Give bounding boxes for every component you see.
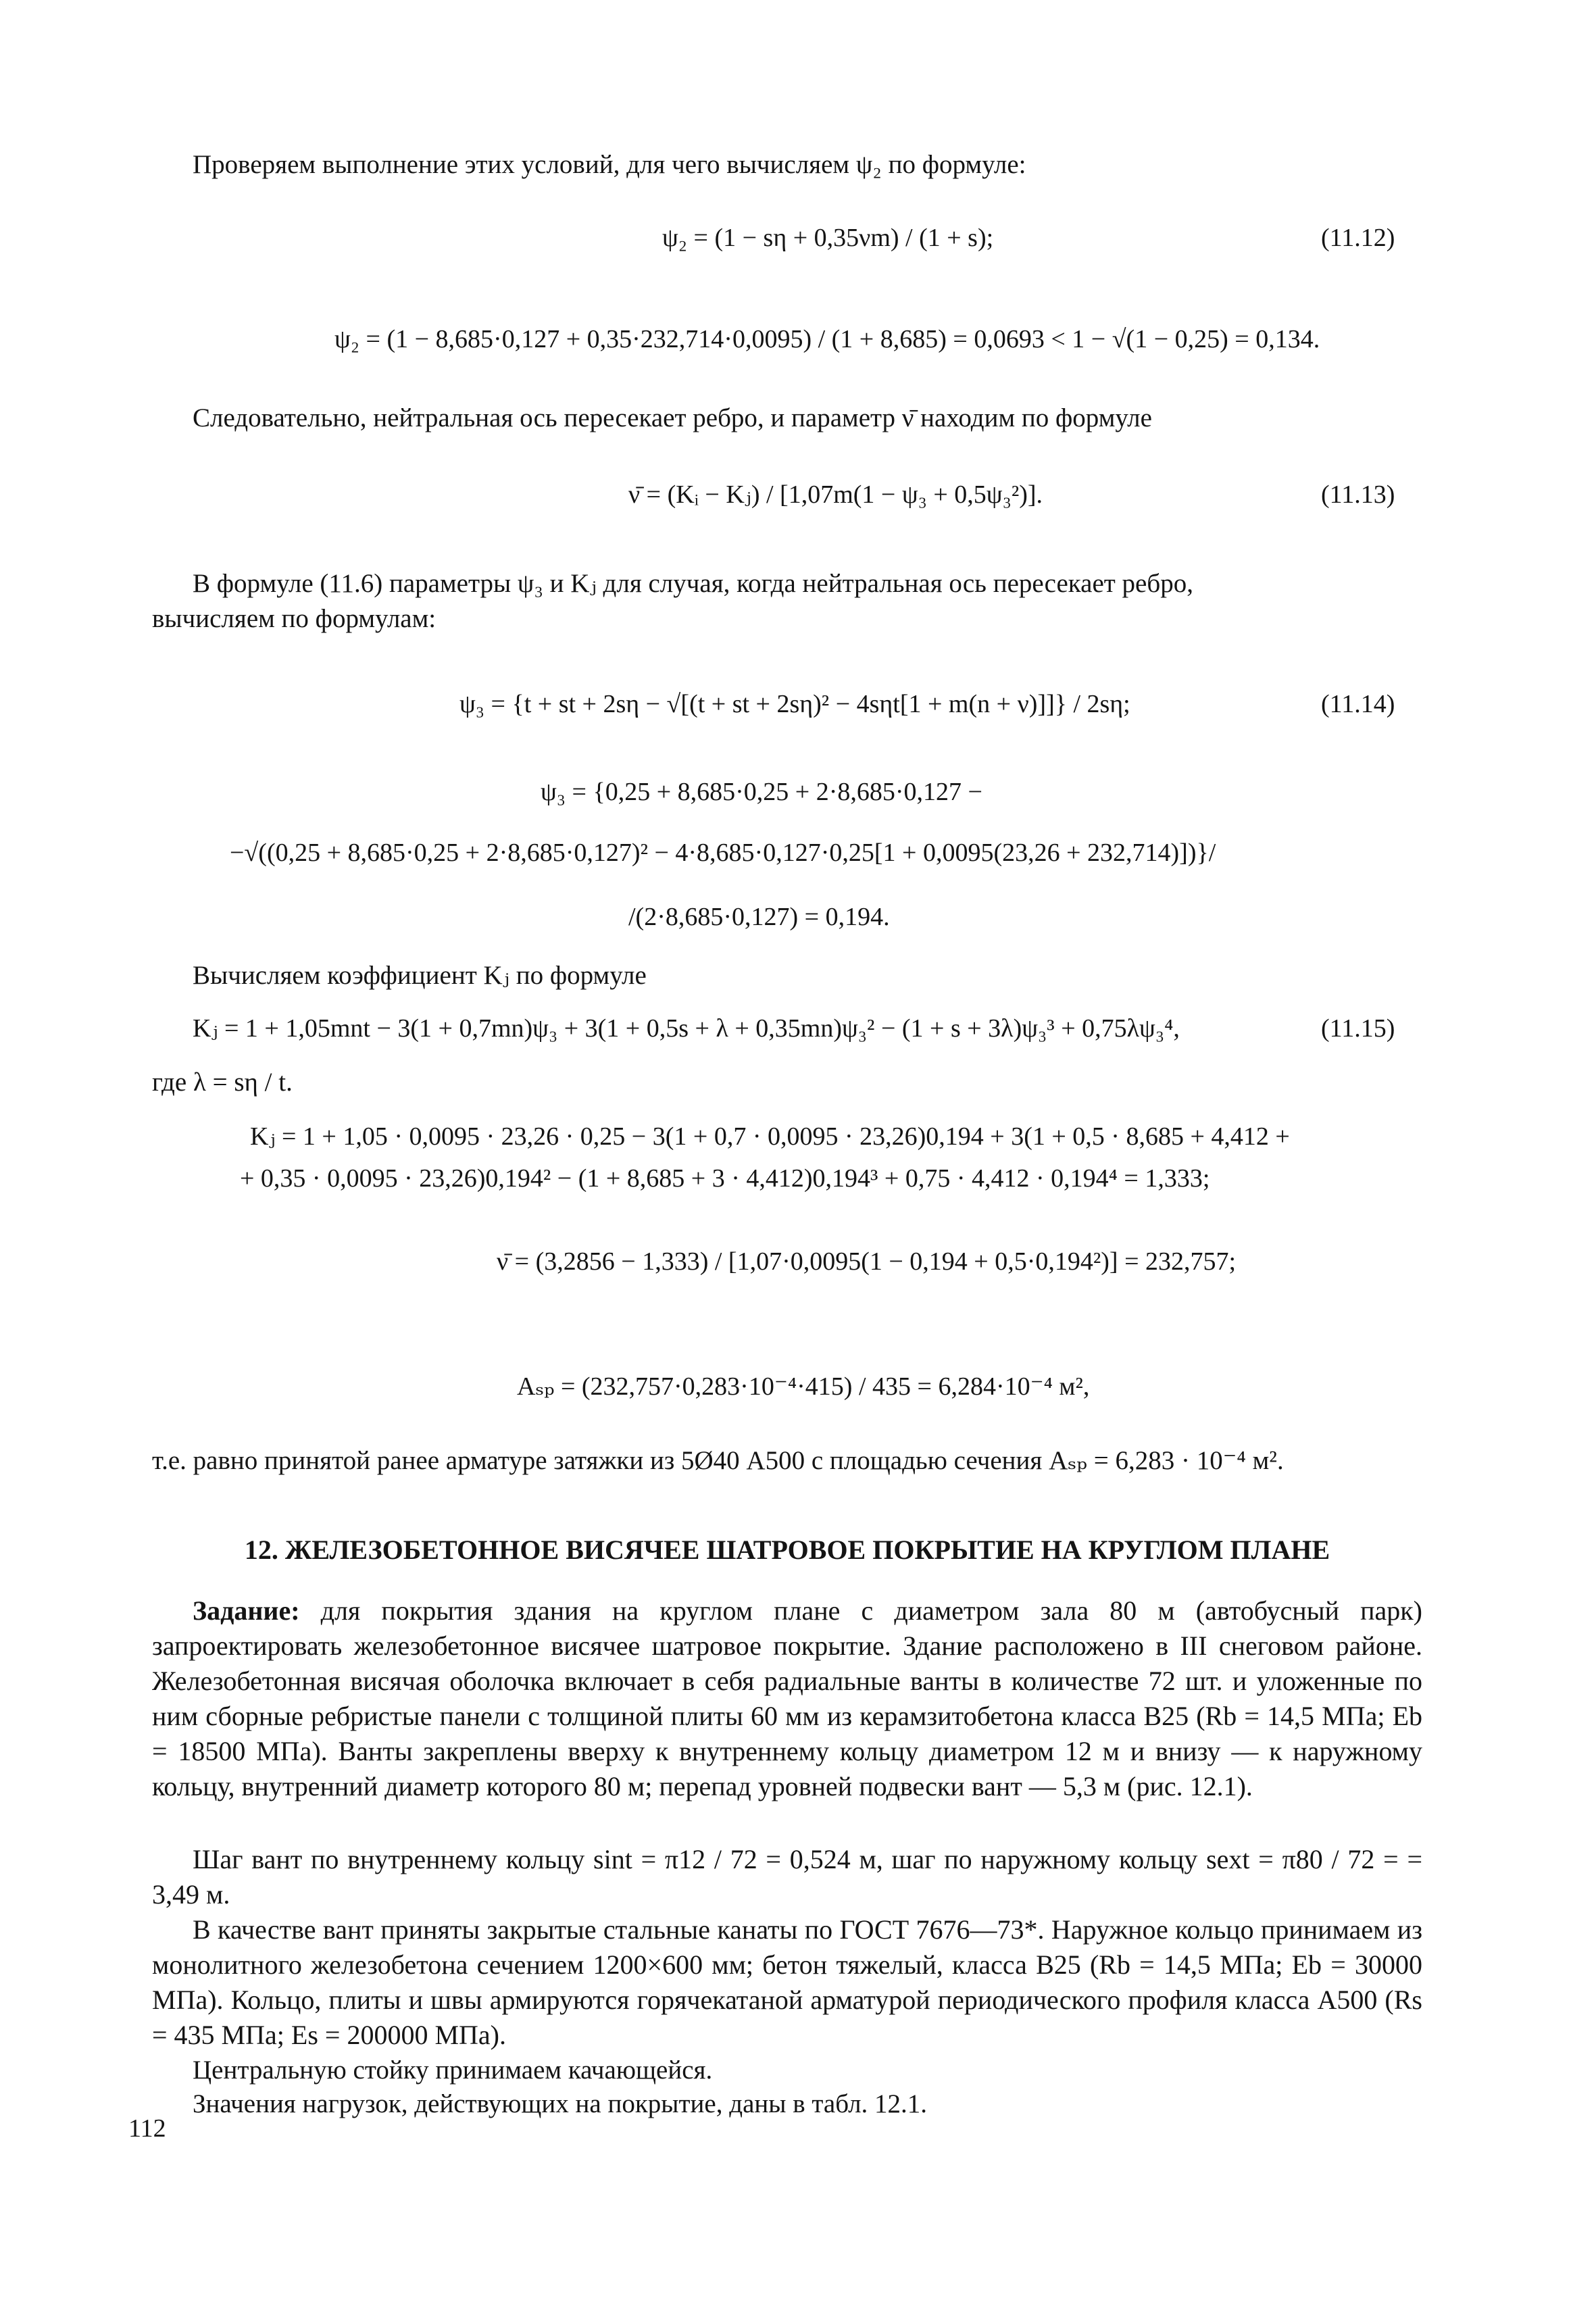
formula-number-11-15: (11.15) <box>1321 1014 1395 1043</box>
formula-number-11-12: (11.12) <box>1321 224 1395 252</box>
calculation-psi3-line3: /(2·8,685·0,127) = 0,194. <box>628 903 890 931</box>
task-label: Задание: <box>193 1595 300 1626</box>
paragraph-neutral-axis: Следовательно, нейтральная ось пересекает ребро, и параметр ν̄ находим по формуле <box>193 403 1152 432</box>
paragraph-check-conditions: Проверяем выполнение этих условий, для чего вычисляем ψ₂ по формуле: <box>193 150 1026 179</box>
section-heading: 12. ЖЕЛЕЗОБЕТОННОЕ ВИСЯЧЕЕ ШАТРОВОЕ ПОКРЫТИЕ НА КРУГЛОМ ПЛАНЕ <box>244 1535 1330 1565</box>
paragraph-central-post: Центральную стойку принимаем качающейся. <box>193 2056 713 2085</box>
paragraph-cable-step: Шаг вант по внутреннему кольцу sint = π12 / 72 = 0,524 м, шаг по наружному кольцу sext = π80 / 72 = = 3,49 м. <box>152 1844 1422 1910</box>
formula-11-15: Kⱼ = 1 + 1,05mnt − 3(1 + 0,7mn)ψ₃ + 3(1 + 0,5s + λ + 0,35mn)ψ₃² − (1 + s + 3λ)ψ₃³ + 0,75λψ₃⁴, <box>193 1014 1180 1043</box>
calculation-kj-line2: + 0,35 · 0,0095 · 23,26)0,194² − (1 + 8,685 + 3 · 4,412)0,194³ + 0,75 · 4,412 · 0,194⁴ = 1,333; <box>240 1164 1210 1193</box>
paragraph-formula-params-line1: В формуле (11.6) параметры ψ₃ и Kⱼ для случая, когда нейтральная ось пересекает ребро, <box>193 569 1193 598</box>
task-text: для покрытия здания на круглом плане с диаметром зала 80 м (автобусный парк) запроектировать железобетонное висячее шатровое покрытие. Здание расположено в III снеговом районе. Железобетонная висячая оболочка включает в себя радиальные ванты в количестве 72 шт. и уложенные по ним сборные ребристые панели с толщиной плиты 60 мм из керамзитобетона класса В25 (Rb = 14,5 МПа; Eb = 18500 МПа). Ванты закреплены вверху к внутреннему кольцу диаметром 12 м и внизу — к наружному кольцу, внутренний диаметр которого 80 м; перепад уровней подвески вант — 5,3 м (рис. 12.1). <box>152 1595 1422 1801</box>
formula-11-12: ψ₂ = (1 − sη + 0,35νm) / (1 + s); <box>662 224 994 252</box>
calculation-psi3-line2: −√((0,25 + 8,685·0,25 + 2·8,685·0,127)² − 4·8,685·0,127·0,25[1 + 0,0095(23,26 + 232,714)])}/ <box>230 839 1216 867</box>
formula-number-11-13: (11.13) <box>1321 480 1395 509</box>
calculation-psi3-line1: ψ₃ = {0,25 + 8,685·0,25 + 2·8,685·0,127 − <box>541 778 982 806</box>
paragraph-task <box>152 1593 1422 1804</box>
formula-11-14: ψ₃ = {t + st + 2sη − √[(t + st + 2sη)² − 4sηt[1 + m(n + ν)]]} / 2sη; <box>459 690 1130 718</box>
calculation-nu: ν̄ = (3,2856 − 1,333) / [1,07·0,0095(1 − 0,194 + 0,5·0,194²)] = 232,757; <box>497 1247 1237 1276</box>
paragraph-cables: В качестве вант приняты закрытые стальные канаты по ГОСТ 7676—73*. Наружное кольцо принимаем из монолитного железобетона сечением 1200×600 мм; бетон тяжелый, класса В25 (Rb = 14,5 МПа; Eb = 30000 МПа). Кольцо, плиты и швы армируются горячекатаной арматурой периодического профиля класса А500 (Rs = 435 МПа; Es = 200000 МПа). <box>152 1914 1422 2050</box>
page-number: 112 <box>128 2114 166 2143</box>
calculation-kj-line1: Kⱼ = 1 + 1,05 · 0,0095 · 23,26 · 0,25 − 3(1 + 0,7 · 0,0095 · 23,26)0,194 + 3(1 + 0,5 · 8,685 + 4,412 + <box>250 1122 1290 1151</box>
formula-11-13: ν̄ = (Kᵢ − Kⱼ) / [1,07m(1 − ψ₃ + 0,5ψ₃²)]. <box>628 480 1043 509</box>
calculation-asp: Aₛₚ = (232,757·0,283·10⁻⁴·415) / 435 = 6,284·10⁻⁴ м², <box>517 1372 1090 1401</box>
paragraph-loads: Значения нагрузок, действующих на покрытие, даны в табл. 12.1. <box>193 2089 928 2118</box>
paragraph-reinforcement-result: т.е. равно принятой ранее арматуре затяжки из 5Ø40 А500 с площадью сечения Aₛₚ = 6,283 · 10⁻⁴ м². <box>152 1446 1284 1475</box>
paragraph-formula-params-line2: вычисляем по формулам: <box>152 604 437 633</box>
where-lambda: где λ = sη / t. <box>152 1068 293 1097</box>
calculation-psi2: ψ₂ = (1 − 8,685·0,127 + 0,35·232,714·0,0095) / (1 + 8,685) = 0,0693 < 1 − √(1 − 0,25) = 0,134. <box>334 325 1320 353</box>
paragraph-coefficient-kj: Вычисляем коэффициент Kⱼ по формуле <box>193 961 647 990</box>
formula-number-11-14: (11.14) <box>1321 690 1395 718</box>
